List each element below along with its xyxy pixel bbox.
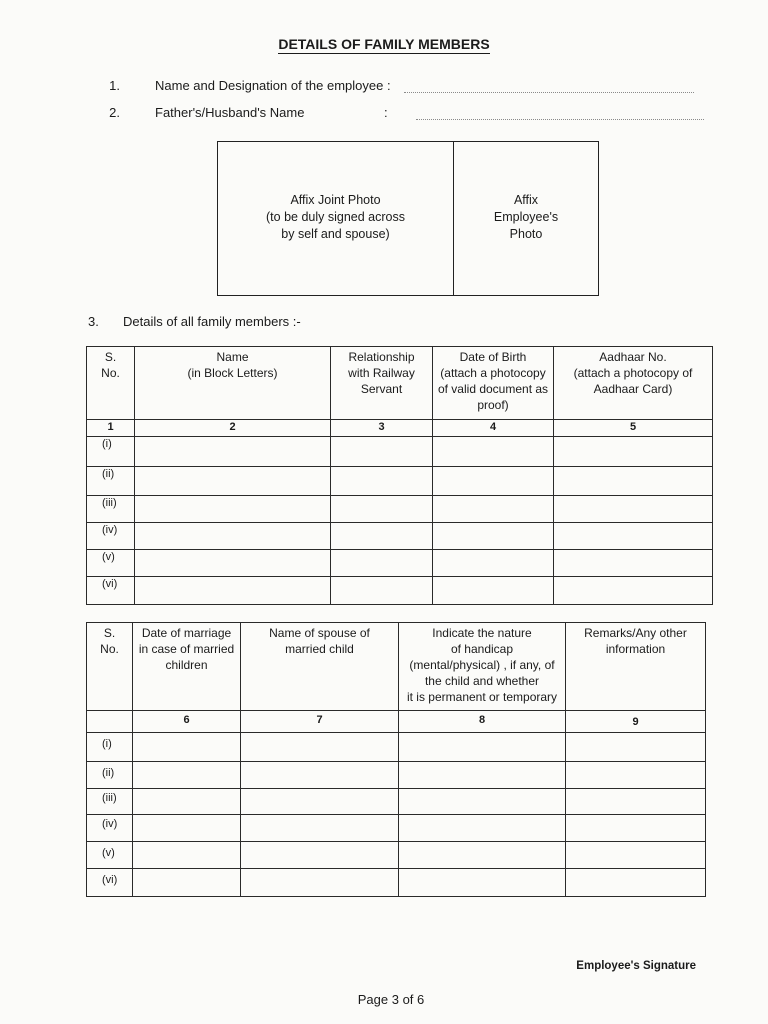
header-line: (attach a photocopy of	[573, 366, 693, 380]
cell-remarks[interactable]	[566, 733, 706, 762]
row-number: (v)	[87, 842, 133, 869]
cell-date-of-marriage[interactable]	[133, 815, 241, 842]
cell-aadhaar[interactable]	[554, 496, 713, 523]
cell-dob[interactable]	[433, 523, 554, 550]
table-row	[87, 467, 713, 496]
cell-spouse-name[interactable]	[241, 762, 399, 789]
header-remarks	[566, 623, 706, 711]
cell-relationship[interactable]	[331, 437, 433, 467]
cell-handicap[interactable]	[399, 733, 566, 762]
cell-date-of-marriage[interactable]	[133, 869, 241, 897]
cell-spouse-name[interactable]	[241, 842, 399, 869]
table-row	[87, 496, 713, 523]
cell-spouse-name[interactable]	[241, 789, 399, 815]
cell-dob[interactable]	[433, 496, 554, 523]
section-number: 3.	[88, 314, 99, 329]
table-row	[87, 842, 706, 869]
cell-remarks[interactable]	[566, 869, 706, 897]
header-line: Indicate the nature	[432, 626, 532, 640]
cell-spouse-name[interactable]	[241, 733, 399, 762]
column-number: 2	[135, 420, 331, 437]
table-row	[87, 762, 706, 789]
cell-spouse-name[interactable]	[241, 815, 399, 842]
photo-box	[217, 141, 599, 296]
header-line: Remarks/Any other	[584, 626, 687, 640]
cell-aadhaar[interactable]	[554, 467, 713, 496]
header-line: of handicap	[450, 642, 514, 656]
header-name	[135, 347, 331, 420]
employee-photo-line: Employee's	[493, 210, 559, 224]
header-date-of-marriage	[133, 623, 241, 711]
employee-photo-line: Affix	[513, 193, 539, 207]
header-line: Date of Birth	[459, 350, 527, 364]
cell-remarks[interactable]	[566, 815, 706, 842]
header-date-of-birth	[433, 347, 554, 420]
header-line: of valid document as	[437, 382, 549, 396]
row-number: (ii)	[87, 467, 135, 496]
column-number-row	[87, 420, 713, 437]
table-header-row	[87, 347, 713, 420]
cell-dob[interactable]	[433, 577, 554, 605]
header-relationship	[331, 347, 433, 420]
cell-remarks[interactable]	[566, 842, 706, 869]
cell-name[interactable]	[135, 437, 331, 467]
column-number: 3	[331, 420, 433, 437]
cell-relationship[interactable]	[331, 467, 433, 496]
column-number: 4	[433, 420, 554, 437]
header-line: married child	[285, 642, 354, 656]
cell-dob[interactable]	[433, 550, 554, 577]
column-number-row	[87, 711, 706, 733]
cell-date-of-marriage[interactable]	[133, 842, 241, 869]
header-line: Relationship	[348, 350, 415, 364]
cell-relationship[interactable]	[331, 577, 433, 605]
header-line: it is permanent or temporary	[406, 690, 558, 704]
cell-handicap[interactable]	[399, 815, 566, 842]
cell-dob[interactable]	[433, 437, 554, 467]
header-s-no	[87, 623, 133, 711]
header-line: Date of marriage	[141, 626, 232, 640]
cell-remarks[interactable]	[566, 762, 706, 789]
cell-spouse-name[interactable]	[241, 869, 399, 897]
table-row	[87, 869, 706, 897]
header-line: Name	[216, 350, 249, 364]
joint-photo-line: Affix Joint Photo	[290, 193, 381, 207]
cell-aadhaar[interactable]	[554, 437, 713, 467]
table-row	[87, 733, 706, 762]
joint-photo-line: (to be duly signed across	[266, 210, 405, 224]
cell-relationship[interactable]	[331, 550, 433, 577]
employee-photo-area[interactable]	[454, 192, 598, 243]
column-number	[87, 711, 133, 733]
table-row	[87, 815, 706, 842]
married-children-table	[86, 622, 706, 897]
cell-handicap[interactable]	[399, 869, 566, 897]
header-line: the child and whether	[424, 674, 540, 688]
field-label: Name and Designation of the employee :	[155, 78, 391, 93]
row-number: (vi)	[87, 577, 135, 605]
row-number: (iv)	[87, 815, 133, 842]
cell-aadhaar[interactable]	[554, 550, 713, 577]
header-line: S.	[103, 626, 116, 640]
cell-handicap[interactable]	[399, 789, 566, 815]
row-number: (iv)	[87, 523, 135, 550]
cell-aadhaar[interactable]	[554, 577, 713, 605]
cell-dob[interactable]	[433, 467, 554, 496]
header-line: proof)	[477, 398, 509, 412]
header-line: children	[165, 658, 208, 672]
column-number: 9	[566, 711, 706, 733]
cell-name[interactable]	[135, 550, 331, 577]
field-number: 1.	[109, 78, 120, 93]
form-title	[0, 36, 768, 52]
row-number: (i)	[87, 733, 133, 762]
cell-remarks[interactable]	[566, 789, 706, 815]
header-line: in case of married	[138, 642, 235, 656]
cell-handicap[interactable]	[399, 762, 566, 789]
header-handicap	[399, 623, 566, 711]
column-number: 1	[87, 420, 135, 437]
table-row	[87, 523, 713, 550]
table-row	[87, 437, 713, 467]
cell-relationship[interactable]	[331, 523, 433, 550]
header-line: with Railway	[348, 366, 415, 380]
header-line: Aadhaar No.	[599, 350, 667, 364]
table-row	[87, 550, 713, 577]
table-row	[87, 577, 713, 605]
field-label: Father's/Husband's Name	[155, 105, 305, 120]
column-number: 8	[399, 711, 566, 733]
cell-date-of-marriage[interactable]	[133, 789, 241, 815]
cell-date-of-marriage[interactable]	[133, 733, 241, 762]
cell-relationship[interactable]	[331, 496, 433, 523]
field-number: 2.	[109, 105, 120, 120]
header-spouse-name	[241, 623, 399, 711]
employee-photo-line: Photo	[509, 227, 543, 241]
header-line: No.	[101, 366, 120, 380]
row-number: (vi)	[87, 869, 133, 897]
cell-name[interactable]	[135, 577, 331, 605]
cell-aadhaar[interactable]	[554, 523, 713, 550]
header-line: (attach a photocopy	[440, 366, 546, 380]
header-line: (mental/physical) , if any, of	[409, 658, 555, 672]
header-aadhaar	[554, 347, 713, 420]
row-number: (v)	[87, 550, 135, 577]
table-row	[87, 789, 706, 815]
column-number: 5	[554, 420, 713, 437]
column-number: 7	[241, 711, 399, 733]
row-number: (i)	[87, 437, 135, 467]
family-members-table	[86, 346, 713, 605]
row-number: (iii)	[87, 789, 133, 815]
joint-photo-line: by self and spouse)	[281, 227, 390, 241]
field-fill-line[interactable]	[416, 119, 704, 120]
cell-name[interactable]	[135, 467, 331, 496]
cell-name[interactable]	[135, 496, 331, 523]
header-line: Aadhaar Card)	[593, 382, 673, 396]
joint-photo-area[interactable]	[218, 192, 453, 243]
cell-handicap[interactable]	[399, 842, 566, 869]
header-line: S.	[104, 350, 117, 364]
field-fill-line[interactable]	[404, 92, 694, 93]
field-colon: :	[384, 105, 388, 120]
cell-name[interactable]	[135, 523, 331, 550]
cell-date-of-marriage[interactable]	[133, 762, 241, 789]
header-s-no	[87, 347, 135, 420]
column-number: 6	[133, 711, 241, 733]
row-number: (iii)	[87, 496, 135, 523]
header-line: Name of spouse of	[269, 626, 370, 640]
page-number: Page 3 of 6	[357, 992, 425, 1007]
header-line: Servant	[360, 382, 403, 396]
section-label: Details of all family members :-	[123, 314, 301, 329]
header-line: No.	[100, 642, 119, 656]
employee-signature-label: Employee's Signature	[576, 960, 696, 972]
row-number: (ii)	[87, 762, 133, 789]
form-title-text: DETAILS OF FAMILY MEMBERS	[278, 36, 490, 52]
header-line: information	[605, 642, 666, 656]
header-line: (in Block Letters)	[187, 366, 278, 380]
table-header-row	[87, 623, 706, 711]
